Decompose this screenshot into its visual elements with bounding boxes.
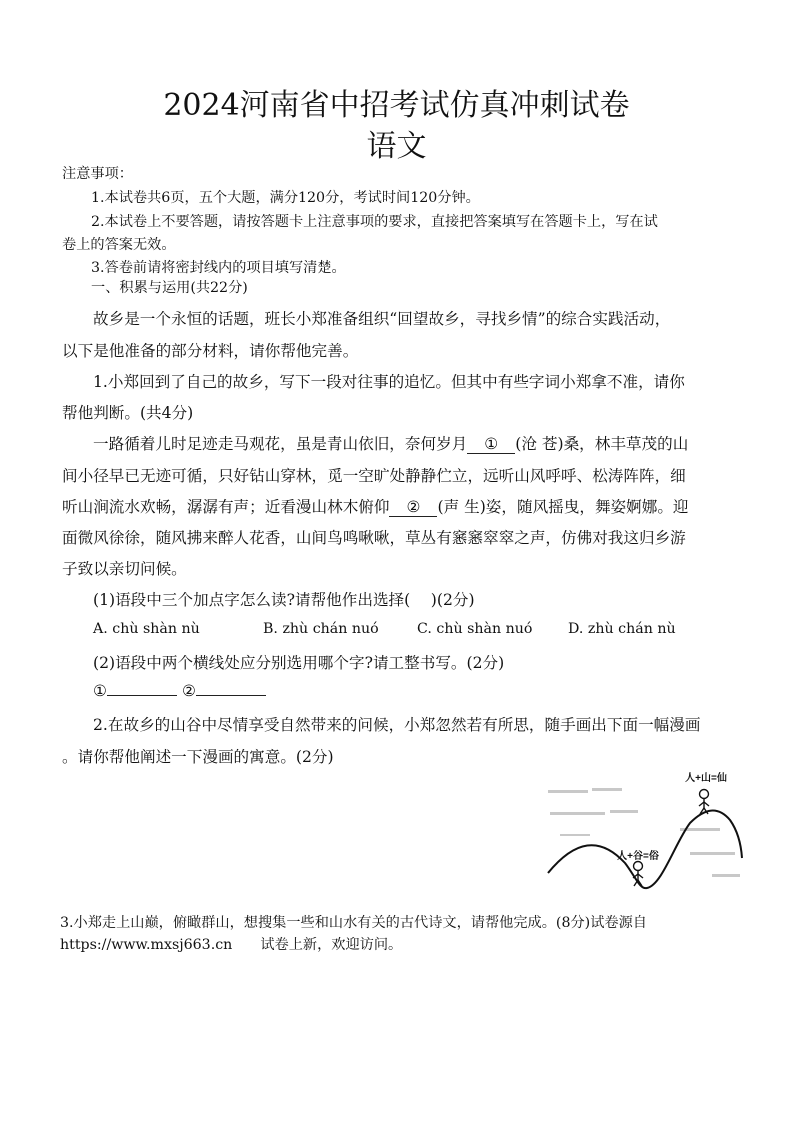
notes-item-3: 3.答卷前请将密封线内的项目填写清楚。	[91, 260, 346, 276]
exam-subject: 语文	[366, 129, 427, 164]
passage-line-3	[62, 495, 689, 517]
exam-title: 2024河南省中招考试仿真冲刺试卷	[163, 88, 630, 123]
valley-label: 人+谷=俗	[617, 851, 659, 862]
notes-item-2-cont: 卷上的答案无效。	[62, 237, 176, 253]
passage-line-2: 间小径早已无迹可循，只好钻山穿林，觅一空旷处静静伫立，远听山风呼呼、松涛阵阵，细	[62, 467, 686, 485]
notes-heading: 注意事项：	[62, 166, 133, 182]
answer-mark-2: ②	[181, 682, 196, 700]
option-c: C. chù shàn nuó	[417, 621, 533, 637]
intro-line-1: 故乡是一个永恒的话题，班长小郑准备组织“回望故乡，寻找乡情”的综合实践活动，	[93, 310, 671, 328]
question-3: 3.小郑走上山巅，俯瞰群山，想搜集一些和山水有关的古代诗文，请帮他完成。(8分)试卷源自	[60, 915, 647, 931]
answer-blank-1	[107, 683, 177, 696]
question-1-cont: 帮他判断。(共4分)	[62, 404, 194, 422]
answer-mark-1: ①	[93, 682, 107, 700]
mountain-label: 人+山=仙	[685, 773, 727, 784]
blank-2: ②	[389, 500, 437, 517]
section-heading: 一、积累与运用(共22分)	[91, 280, 248, 296]
question-3-cont	[60, 934, 402, 954]
source-url[interactable]: https://www.mxsj663.cn	[60, 937, 233, 953]
question-1: 1.小郑回到了自己的故乡，写下一段对往事的追忆。但其中有些字词小郑拿不准，请你	[93, 373, 685, 391]
passage-text: 桑，林丰草茂的山	[563, 435, 689, 453]
passage-line-1	[93, 432, 688, 454]
option-a: A. chù shàn nù	[93, 621, 200, 637]
sub-question-2: (2)语段中两个横线处应分别选用哪个字?请工整书写。(2分)	[93, 654, 505, 672]
notes-item-1: 1.本试卷共6页，五个大题，满分120分，考试时间120分钟。	[91, 190, 480, 206]
option-b: B. zhù chán nuó	[263, 621, 379, 637]
passage-line-4: 面微风徐徐，随风拂来醉人花香，山间鸟鸣啾啾，草丛有窸窸窣窣之声，仿佛对我这归乡游	[62, 529, 686, 547]
cartoon-illustration	[540, 768, 750, 898]
scan-noise	[548, 788, 740, 877]
passage-line-5: 子致以亲切问候。	[62, 560, 187, 578]
passage-text: 一路循着儿时足迹走马观花，虽是青山依旧，奈何岁月	[93, 435, 468, 453]
blank-1: ①	[467, 437, 515, 454]
sub-question-1: (1)语段中三个加点字怎么读?请帮他作出选择( )(2分)	[93, 591, 475, 609]
blank-1-hint: (沧 苍)	[515, 435, 564, 453]
source-note: 试卷上新，欢迎访问。	[260, 937, 403, 953]
answer-line	[93, 682, 266, 700]
question-2: 2.在故乡的山谷中尽情享受自然带来的问候，小郑忽然若有所思，随手画出下面一幅漫画	[93, 716, 701, 734]
answer-blank-2	[196, 683, 266, 696]
intro-line-2: 以下是他准备的部分材料，请你帮他完善。	[62, 342, 359, 360]
question-2-cont: 。请你帮他阐述一下漫画的寓意。(2分)	[62, 748, 334, 766]
passage-text: 姿，随风摇曳，舞姿婀娜。迎	[485, 498, 689, 516]
option-d: D. zhù chán nù	[568, 621, 676, 637]
passage-text: 听山涧流水欢畅，潺潺有声；近看漫山林木俯仰	[62, 498, 390, 516]
notes-item-2: 2.本试卷上不要答题，请按答题卡上注意事项的要求，直接把答案填写在答题卡上，写在试	[91, 214, 658, 230]
blank-2-hint: (声 生)	[437, 498, 486, 516]
